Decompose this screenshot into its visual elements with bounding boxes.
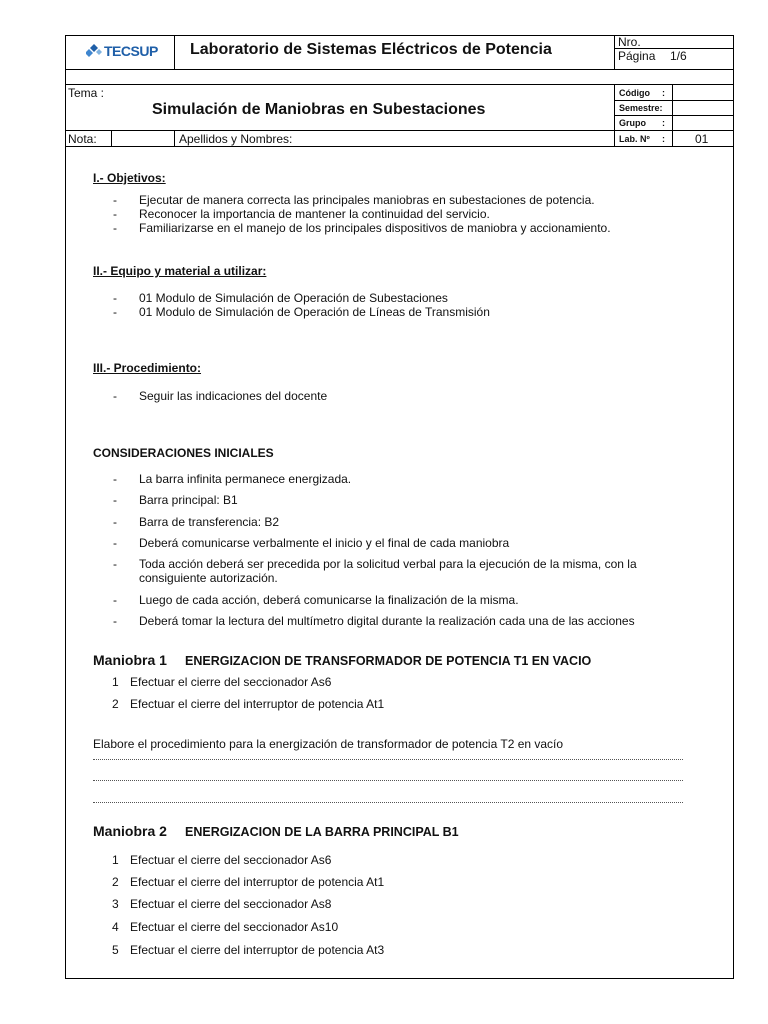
step-number: 5 xyxy=(112,943,119,957)
spacer-divider xyxy=(65,84,734,85)
step-text: Efectuar el cierre del interruptor de potencia At1 xyxy=(130,697,385,711)
list-item: Reconocer la importancia de mantener la continuidad del servicio. xyxy=(139,207,490,221)
page-box-divider xyxy=(614,35,615,69)
tema-label: Tema : xyxy=(68,86,105,100)
bullet: - xyxy=(113,472,117,486)
grupo-label: Grupo xyxy=(619,118,646,128)
equipo-heading: II.- Equipo y material a utilizar: xyxy=(93,264,267,278)
list-item: Deberá comunicarse verbalmente el inicio y el final de cada maniobra xyxy=(139,536,510,550)
nro-label: Nro. xyxy=(618,35,641,49)
bullet: - xyxy=(113,221,117,235)
list-item: La barra infinita permanece energizada. xyxy=(139,472,352,486)
step-number: 1 xyxy=(112,853,119,867)
step-text: Efectuar el cierre del seccionador As6 xyxy=(130,675,332,689)
tecsup-logo-icon xyxy=(86,44,102,58)
list-item-continuation: consiguiente autorización. xyxy=(139,571,278,585)
bullet: - xyxy=(113,593,117,607)
list-item: Seguir las indicaciones del docente xyxy=(139,389,328,403)
step-number: 4 xyxy=(112,920,119,934)
maniobra2-title: ENERGIZACION DE LA BARRA PRINCIPAL B1 xyxy=(185,825,459,839)
nota-label: Nota: xyxy=(68,132,97,146)
pagina-value: 1/6 xyxy=(670,49,687,63)
semestre-label: Semestre: xyxy=(619,103,663,113)
step-number: 2 xyxy=(112,875,119,889)
step-number: 2 xyxy=(112,697,119,711)
frame-bottom xyxy=(65,978,734,979)
step-text: Efectuar el cierre del seccionador As10 xyxy=(130,920,339,934)
step-number: 1 xyxy=(112,675,119,689)
bullet: - xyxy=(113,536,117,550)
bullet: - xyxy=(113,291,117,305)
apellidos-divider xyxy=(174,130,175,146)
bullet: - xyxy=(113,207,117,221)
header-divider xyxy=(65,69,734,70)
step-text: Efectuar el cierre del interruptor de potencia At3 xyxy=(130,943,385,957)
meta-row-2 xyxy=(614,115,734,116)
logo-text: TECSUP xyxy=(104,43,158,59)
maniobra1-prompt: Elabore el procedimiento para la energización de transformador de potencia T2 en vacío xyxy=(93,737,564,751)
grupo-colon: : xyxy=(662,118,665,128)
apellidos-label: Apellidos y Nombres: xyxy=(179,132,293,146)
list-item: Toda acción deberá ser precedida por la solicitud verbal para la ejecución de la misma, con la xyxy=(139,557,637,571)
bullet: - xyxy=(113,193,117,207)
answer-line[interactable] xyxy=(93,780,683,781)
nota-row-top xyxy=(65,130,734,131)
maniobra1-label: Maniobra 1 xyxy=(93,652,167,668)
procedimiento-heading: III.- Procedimiento: xyxy=(93,361,202,375)
lab-colon: : xyxy=(662,134,665,144)
lab-label: Lab. Nº xyxy=(619,134,650,144)
codigo-label: Código xyxy=(619,88,650,98)
nota-row-bottom xyxy=(65,146,734,147)
meta-row-1 xyxy=(614,100,734,101)
answer-line[interactable] xyxy=(93,759,683,760)
lab-divider xyxy=(672,130,673,146)
list-item: Familiarizarse en el manejo de los principales dispositivos de maniobra y accionamiento. xyxy=(139,221,611,235)
codigo-colon: : xyxy=(662,88,665,98)
list-item: Barra de transferencia: B2 xyxy=(139,515,280,529)
bullet: - xyxy=(113,305,117,319)
list-item: 01 Modulo de Simulación de Operación de Líneas de Transmisión xyxy=(139,305,490,319)
list-item: Luego de cada acción, deberá comunicarse la finalización de la misma. xyxy=(139,593,519,607)
lab-value: 01 xyxy=(695,132,709,146)
tema-title: Simulación de Maniobras en Subestaciones xyxy=(152,101,486,118)
bullet: - xyxy=(113,389,117,403)
bullet: - xyxy=(113,515,117,529)
list-item: Barra principal: B1 xyxy=(139,493,238,507)
nota-divider xyxy=(111,130,112,146)
list-item: 01 Modulo de Simulación de Operación de Subestaciones xyxy=(139,291,448,305)
meta-box-mid xyxy=(672,84,673,130)
step-text: Efectuar el cierre del interruptor de potencia At1 xyxy=(130,875,385,889)
step-text: Efectuar el cierre del seccionador As8 xyxy=(130,897,332,911)
maniobra2-label: Maniobra 2 xyxy=(93,823,167,839)
bullet: - xyxy=(113,614,117,628)
page-title: Laboratorio de Sistemas Eléctricos de Potencia xyxy=(190,41,552,58)
maniobra1-title: ENERGIZACION DE TRANSFORMADOR DE POTENCIA T1 EN VACIO xyxy=(185,654,592,668)
bullet: - xyxy=(113,557,117,571)
list-item: Ejecutar de manera correcta las principales maniobras en subestaciones de potencia. xyxy=(139,193,595,207)
consideraciones-heading: CONSIDERACIONES INICIALES xyxy=(93,446,274,460)
step-number: 3 xyxy=(112,897,119,911)
answer-line[interactable] xyxy=(93,802,683,803)
logo-divider xyxy=(174,35,175,69)
objetivos-heading: I.- Objetivos: xyxy=(93,171,166,185)
step-text: Efectuar el cierre del seccionador As6 xyxy=(130,853,332,867)
list-item: Deberá tomar la lectura del multímetro digital durante la realización cada una de las acciones xyxy=(139,614,635,628)
bullet: - xyxy=(113,493,117,507)
frame-right xyxy=(733,35,734,978)
frame-left xyxy=(65,35,66,978)
pagina-label: Página xyxy=(618,49,656,63)
